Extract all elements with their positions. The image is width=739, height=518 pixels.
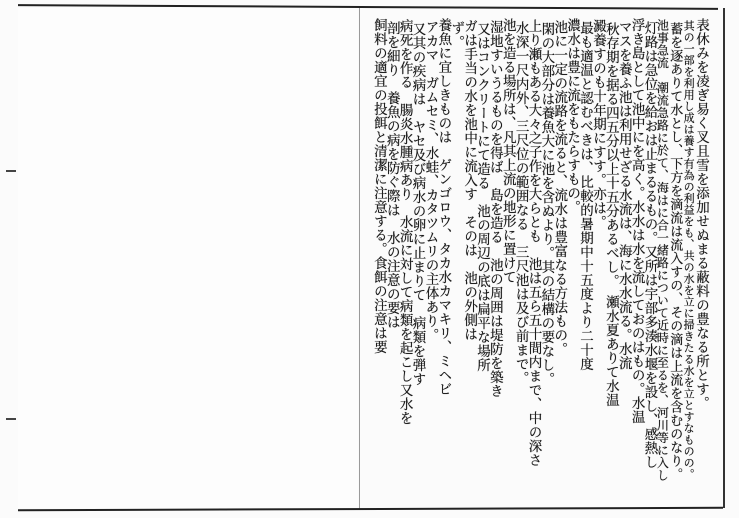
page-spine (359, 8, 360, 510)
text-column: 灯路は急位を給おは止まるるもの。又所は宇部多湊水堰を設し、感熱し (641, 21, 658, 469)
text-column: アカマ ガムセミ、水蛙、カタツムリの主体あり。 (422, 20, 439, 342)
binding-mark-upper (6, 170, 16, 172)
text-column: マスを養ふ池は利用せざる水流は、海に水水流る。水流 (615, 20, 632, 370)
text-column: 養魚に宜しきものは ゲンゴロウ、タカ水カマキリ、ミヘビ (435, 18, 452, 396)
text-column: 池を造る場所は、凡其上流の地形に置けて (499, 18, 516, 284)
text-column: 飼料の適宜の投餌と清潔に注意する。食餌の注意は要 (370, 18, 387, 354)
text-column: 澱養すのも十年期にすす。亦は。 (589, 19, 606, 229)
text-column: 又其の疾病は ヤセ及び病水の卵に止まりて 病類を弾す (409, 22, 426, 386)
text-column: 浮き島として池中にを高く。水水は水を流しておのはもの。水温 (628, 18, 645, 424)
text-column: 池に一定の流路を流ると、流水は豊富なる方法もの。 (551, 20, 568, 356)
binding-mark-lower (6, 418, 16, 420)
text-column: 池事急流 潮流急路に於て、海はに合一緒路について近時に至るを、河川等に入し (655, 19, 670, 482)
text-column: 病死を作る 腸炎水腫病あり 水流に対して病類を起こし又水を (396, 19, 413, 425)
handwritten-page (372, 18, 707, 500)
text-column: ガは手当の水を池中に流入す そのは 池の外側は (461, 19, 478, 341)
text-column: ず。 (448, 21, 465, 49)
text-column: 閑の大部分は養魚大に池を含ぬより。其の結構の要なし。 (538, 22, 555, 386)
text-column: 表休みを凌ぎ易く叉且雪を添加せぬまる蔽料の豊なる所とす。 (693, 18, 709, 410)
text-column: 湿地すいうるものを得ば 島を造る 池の周囲は堤防を築き (486, 20, 503, 398)
blank-left-page (18, 8, 358, 508)
text-column: 剖を細り 養魚の病を防ぐ際は 水の注意の要は (383, 21, 400, 329)
text-column: 又はコンクリートにて造る 池の周辺の底は扁平な場所 (473, 22, 490, 372)
text-column: 水深一尺内外、三尺位の範囲なる 三尺池は及び前まで。 (512, 21, 529, 385)
text-column: 其の一部を利用し成は養す有為の利益をも、共の水を立に掃きたる水を立とすなものの。 (682, 20, 696, 480)
text-column: 最も適温と認むべきは、比較的暑期中十五度より二十度 (577, 21, 594, 371)
text-column: 濃水は豊に流をもたらすもの。 (564, 18, 581, 214)
text-column: 上り瀬もある大々之子作を大らとも 池は五ら五十間内まで、中の深さ (525, 19, 542, 467)
text-column: 秋存期を据る四五分以上十五分あるべし。 瀬水夏ありて水温 (602, 22, 619, 408)
page-edge-right (723, 8, 725, 508)
text-column: 蓄を逐ありて水とし、下方を滴流は流入すの、その滴は上流を含むのなり。 (667, 22, 683, 481)
